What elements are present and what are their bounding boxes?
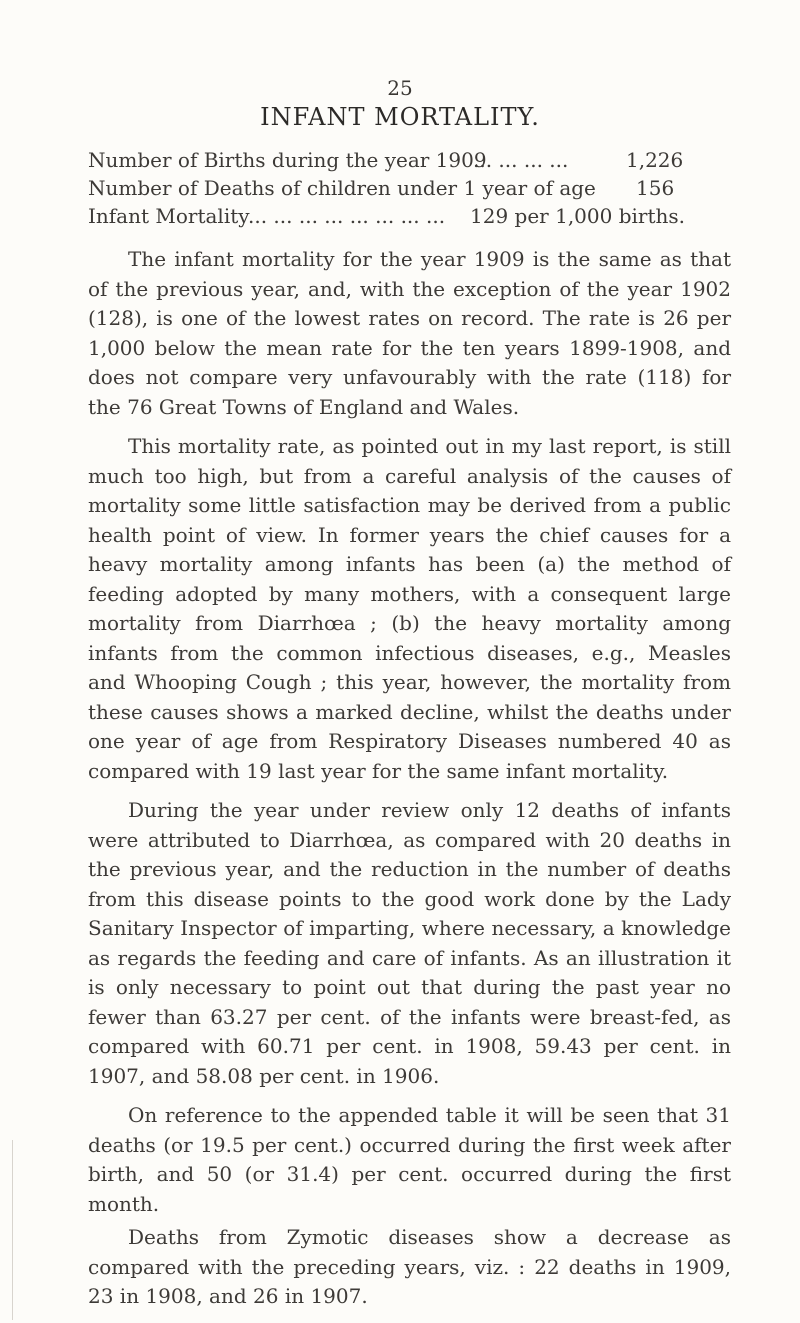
mortality-label: Infant Mortality xyxy=(88,204,250,228)
deaths-value: 156 xyxy=(636,176,675,200)
births-row xyxy=(88,148,788,176)
deaths-row xyxy=(88,176,788,204)
mortality-leader: ... ... ... ... ... ... ... ... xyxy=(248,204,446,228)
report-body xyxy=(88,245,731,1322)
births-leader: ... ... ... ... xyxy=(473,148,569,172)
page-edge-line xyxy=(12,1140,13,1320)
paragraph-comparison: The infant mortality for the year 1909 is the same as that of the previous year, and, with the exception of the year 1902 (128), is one of the lowest rates on record. The rate is 26 per 1,000 below the mean rate for the ten years 1899-1908, and does not compare very unfavourably with the rate (118) for the 76 Great Towns of England and Wales. xyxy=(88,247,731,419)
mortality-row xyxy=(88,204,788,232)
page-title: INFANT MORTALITY. xyxy=(260,103,540,131)
deaths-label: Number of Deaths of children under 1 year of age xyxy=(88,176,596,200)
paragraph-diarrhoea: During the year under review only 12 deaths of infants were attributed to Diarrhœa, as compared with 20 deaths in the previous year, and the reduction in the number of deaths from this disease points to the good work done by the Lady Sanitary Inspector of imparting, where necessary, a knowledge as regards the feeding and care of infants. As an illustration it is only necessary to point out that during the past year no fewer than 63.27 per cent. of the infants were breast-fed, as compared with 60.71 per cent. in 1908, 59.43 per cent. in 1907, and 58.08 per cent. in 1906. xyxy=(88,798,731,1088)
summary-table xyxy=(88,148,788,232)
paragraph-first-week: On reference to the appended table it will be seen that 31 deaths (or 19.5 per cent.) occurred during the first week after birth, and 50 (or 31.4) per cent. occurred during the first month. xyxy=(88,1103,731,1216)
mortality-value: 129 per 1,000 births. xyxy=(470,204,685,228)
page-number: 25 xyxy=(387,76,413,100)
births-value: 1,226 xyxy=(626,148,684,172)
paragraph-causes: This mortality rate, as pointed out in my last report, is still much too high, but from a careful analysis of the causes of mortality some little satisfaction may be derived from a public health point of view. In former years the chief causes for a heavy mortality among infants has been (a) the method of feeding adopted by many mothers, with a consequent large mortality from Diarrhœa ; (b) the heavy mortality among infants from the common infectious diseases, e.g., Measles and Whooping Cough ; this year, however, the mortality from these causes shows a marked decline, whilst the deaths under one year of age from Respiratory Diseases numbered 40 as compared with 19 last year for the same infant mortality. xyxy=(88,434,731,783)
paragraph-zymotic: Deaths from Zymotic diseases show a decrease as compared with the preceding years, viz. : 22 deaths in 1909, 23 in 1908, and 26 in 1907. xyxy=(88,1225,731,1308)
births-label: Number of Births during the year 1909 xyxy=(88,148,487,172)
